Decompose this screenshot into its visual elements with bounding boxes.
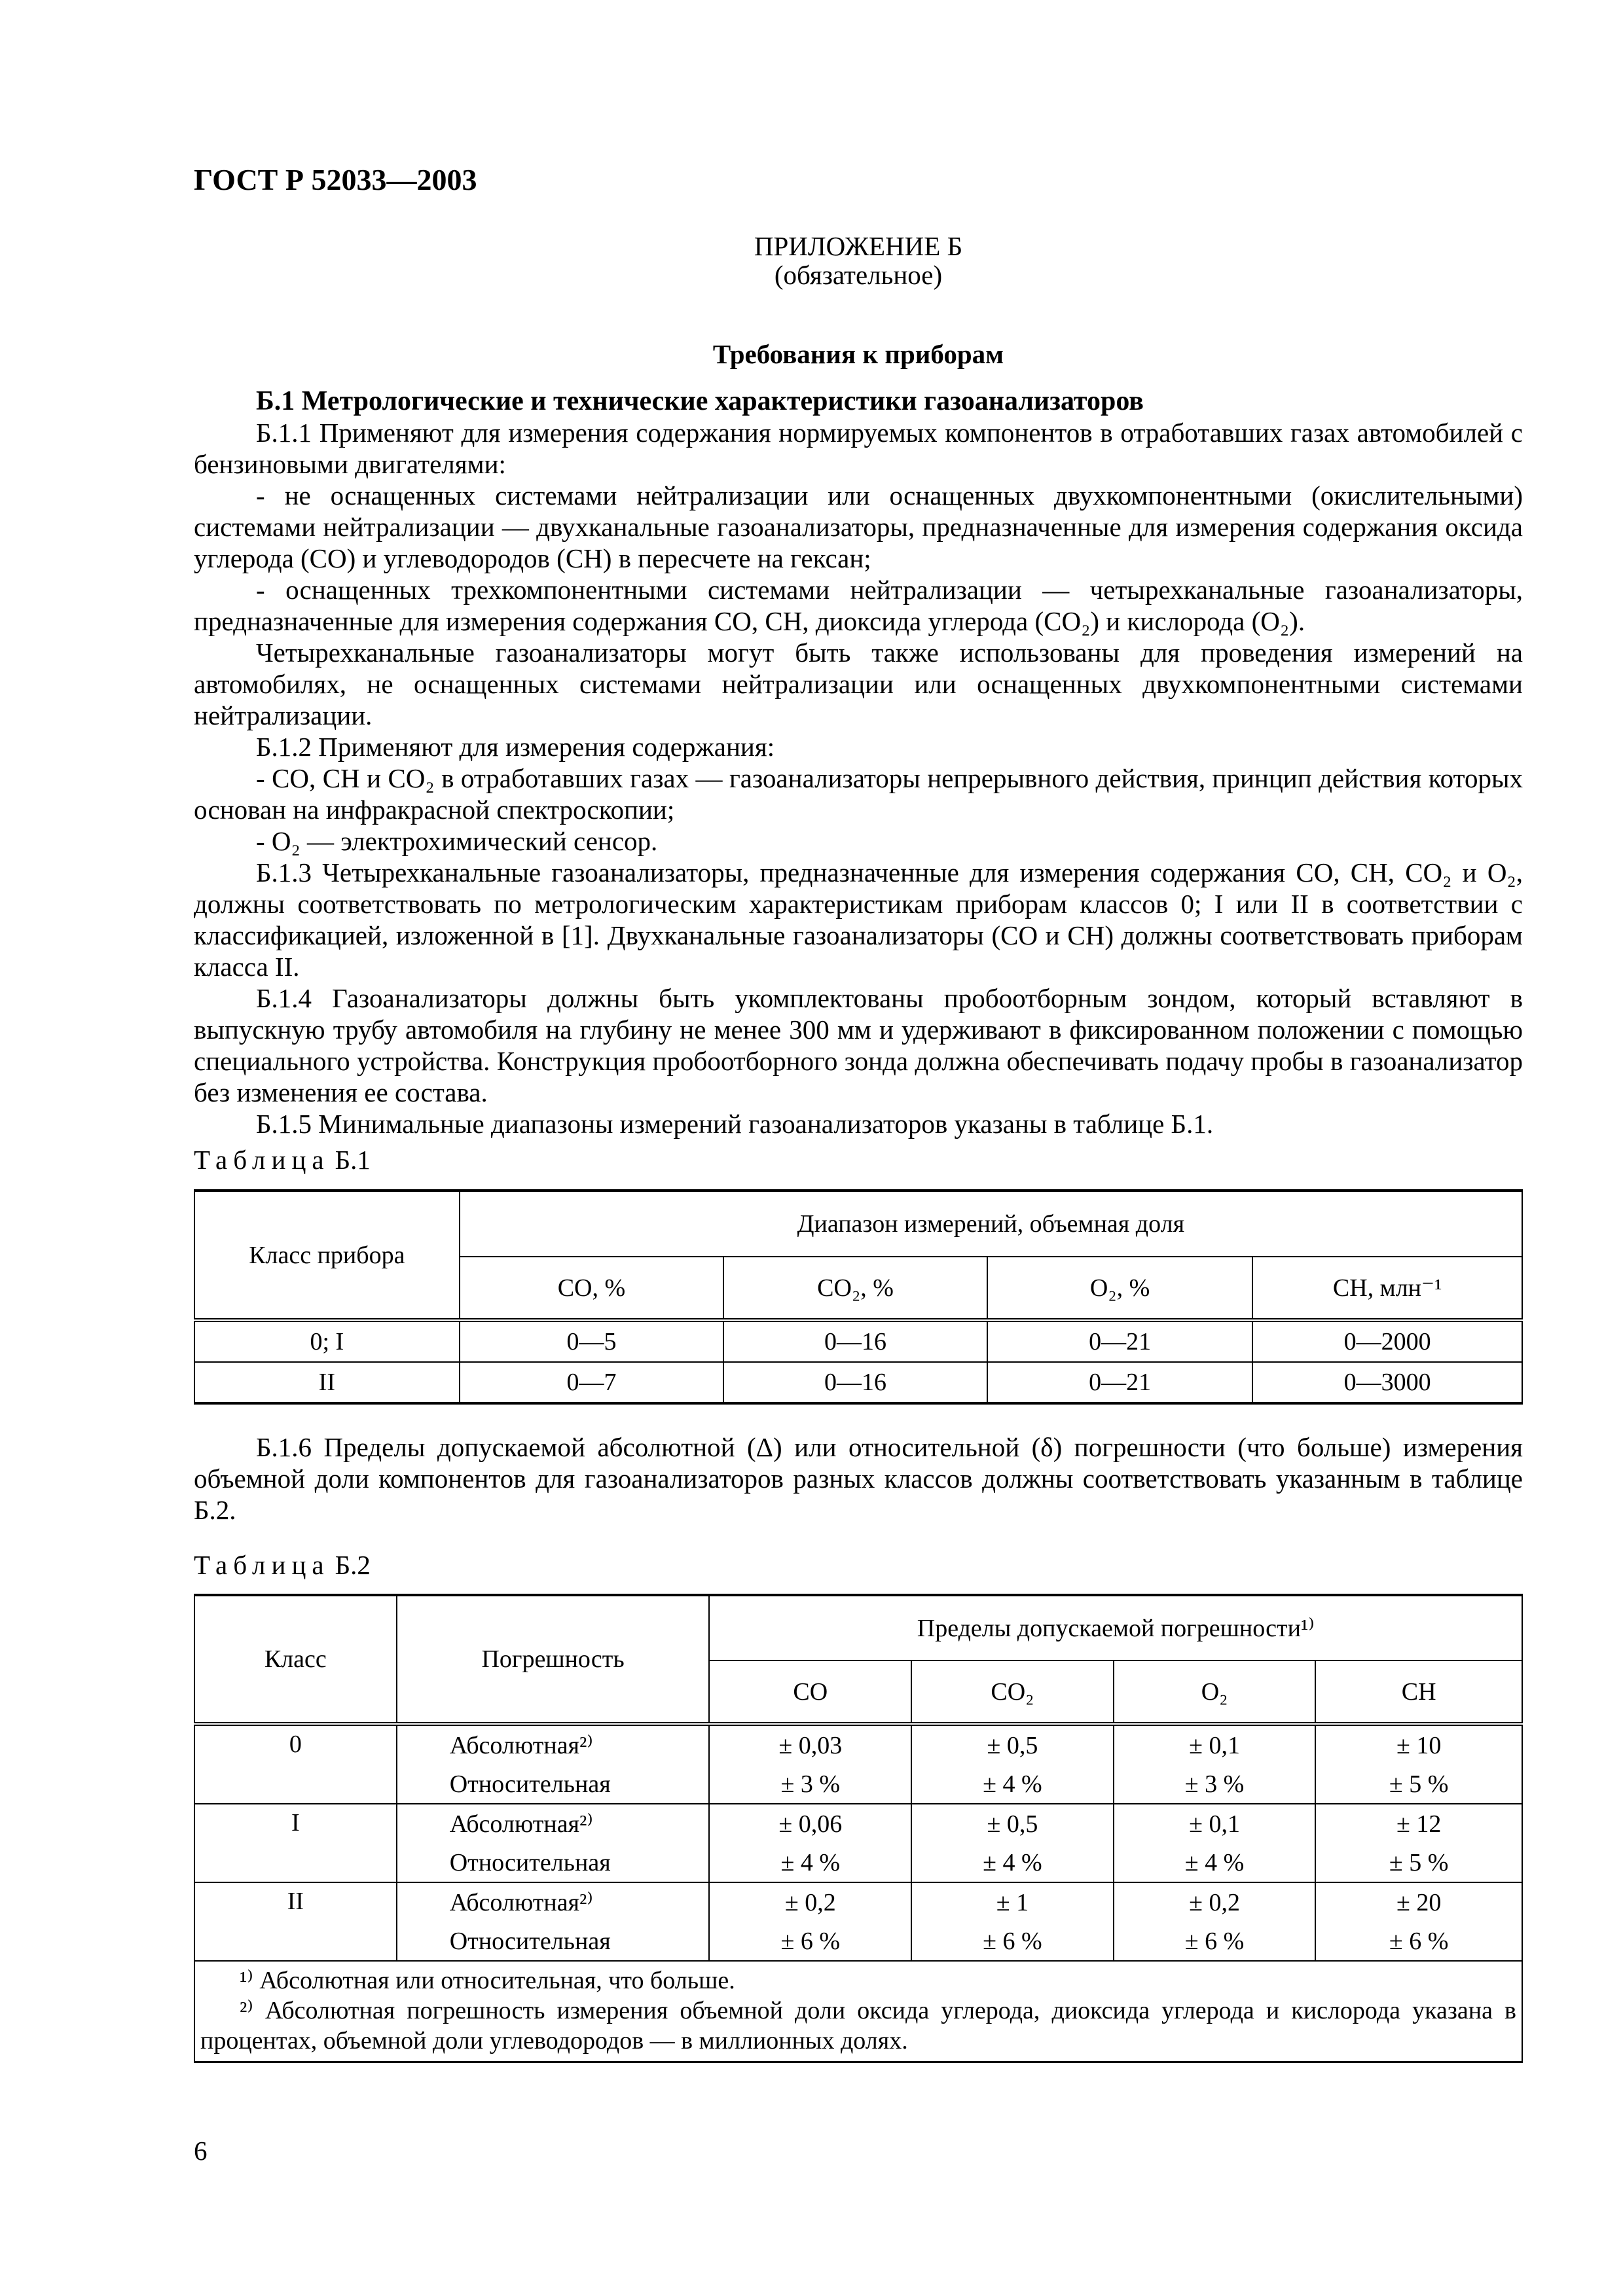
paragraph: Б.1.2 Применяют для измерения содержания: <box>256 732 775 762</box>
table-row <box>194 1882 1522 1922</box>
paragraph: - СО, СН и СО₂ в отработавших газах — газоанализаторы непрерывного действия, принцип действия которых основан на инфракрасной спектроскопии; <box>194 763 1523 825</box>
table-cell: ± 0,03 <box>709 1724 911 1765</box>
table1-column-header: СО₂, % <box>723 1257 987 1320</box>
table-cell: 0—2000 <box>1252 1320 1522 1362</box>
page-number: 6 <box>194 2136 208 2166</box>
footnote: ¹⁾ Абсолютная или относительная, что больше. <box>240 1967 735 1994</box>
table-cell: ± 5 % <box>1315 1843 1522 1882</box>
appendix-title: ПРИЛОЖЕНИЕ Б <box>754 231 963 261</box>
table1-column-header: О₂, % <box>987 1257 1253 1320</box>
appendix-subtitle: (обязательное) <box>774 260 943 290</box>
table-cell: ± 6 % <box>1114 1922 1316 1961</box>
table-cell: ± 0,2 <box>1114 1882 1316 1922</box>
table-cell: 0—3000 <box>1252 1362 1522 1403</box>
paragraph: Б.1.6 Пределы допускаемой абсолютной (Δ) или относительной (δ) погрешности (что больше) измерения объемной доли компонентов для газоанализаторов разных классов должны соответствовать указанным в таблице Б.2. <box>194 1432 1523 1525</box>
table-cell: ± 0,1 <box>1114 1804 1316 1843</box>
table-cell: ± 5 % <box>1315 1765 1522 1804</box>
table2-class-header: Класс <box>194 1595 397 1724</box>
table-row <box>194 1362 1522 1403</box>
table2-wrapper <box>194 1594 1523 2063</box>
table-cell: 0—21 <box>987 1320 1253 1362</box>
table1-column-header: СН, млн⁻¹ <box>1252 1257 1522 1320</box>
table2-column-header: СН <box>1315 1660 1522 1724</box>
error-type-cell: Относительная <box>397 1843 710 1882</box>
table-cell: ± 4 % <box>709 1843 911 1882</box>
table-cell: ± 3 % <box>1114 1765 1316 1804</box>
table-cell: ± 1 <box>911 1882 1114 1922</box>
paragraph: Б.1.5 Минимальные диапазоны измерений газоанализаторов указаны в таблице Б.1. <box>256 1109 1214 1139</box>
section-body <box>194 386 1523 1139</box>
table1-caption-number: Б.1 <box>335 1145 371 1175</box>
table-cell: ± 0,2 <box>709 1882 911 1922</box>
table-row <box>194 1724 1522 1765</box>
error-type-cell: Абсолютная²⁾ <box>397 1882 710 1922</box>
document-header: ГОСТ Р 52033—2003 <box>194 163 477 196</box>
table1-column-header: СО, % <box>460 1257 724 1320</box>
table1-group-header: Диапазон измерений, объемная доля <box>460 1191 1522 1257</box>
paragraph-b16-wrapper <box>194 1431 1523 1526</box>
table1-caption <box>194 1144 1523 1175</box>
subsection-heading: Б.1 Метрологические и технические характеристики газоанализаторов <box>256 386 1144 416</box>
paragraph: Б.1.3 Четырехканальные газоанализаторы, предназначенные для измерения содержания СО, СН, СО₂ и О₂, должны соответствовать по метрологическим характеристикам приборам классов 0; I или II в соответствии с классификацией, изложенной в [1]. Двухканальные газоанализаторы (СО и СН) должны соответствовать приборам класса II. <box>194 857 1523 982</box>
table-cell: ± 0,1 <box>1114 1724 1316 1765</box>
table-cell: ± 4 % <box>911 1765 1114 1804</box>
table-cell: ± 12 <box>1315 1804 1522 1843</box>
table-cell: 0—21 <box>987 1362 1253 1403</box>
table2-column-header: СО <box>709 1660 911 1724</box>
paragraph: - О₂ — электрохимический сенсор. <box>256 826 658 856</box>
error-type-cell: Абсолютная²⁾ <box>397 1724 710 1765</box>
table-cell: 0—16 <box>723 1362 987 1403</box>
paragraph: - не оснащенных системами нейтрализации или оснащенных двухкомпонентными (окислительными) системами нейтрализации — двухканальные газоанализаторы, предназначенные для измерения содержания оксида углерода (СО) и углеводородов (СН) в пересчете на гексан; <box>194 480 1523 573</box>
table-b2 <box>194 1594 1523 2063</box>
table2-caption-label: Таблица <box>194 1550 330 1580</box>
table-cell: ± 4 % <box>911 1843 1114 1882</box>
table-cell: ± 4 % <box>1114 1843 1316 1882</box>
error-type-cell: Относительная <box>397 1922 710 1961</box>
table-cell: ± 6 % <box>709 1922 911 1961</box>
table-cell: ± 0,5 <box>911 1724 1114 1765</box>
table-cell: ± 0,5 <box>911 1804 1114 1843</box>
table2-footnotes <box>194 1961 1522 2062</box>
paragraph: Б.1.4 Газоанализаторы должны быть укомплектованы пробоотборным зондом, который вставляют в выпускную трубу автомобиля на глубину не менее 300 мм и удерживают в фиксированном положении с помощью специального устройства. Конструкция пробоотборного зонда должна обеспечивать подачу пробы в газоанализатор без изменения ее состава. <box>194 983 1523 1107</box>
paragraph: Четырехканальные газоанализаторы могут быть также использованы для проведения измерений на автомобилях, не оснащенных системами нейтрализации или оснащенных двухкомпонентными системами нейтрализации. <box>194 637 1523 730</box>
table-cell: 0—5 <box>460 1320 724 1362</box>
table-row <box>194 1804 1522 1843</box>
table2-caption <box>194 1549 1523 1581</box>
table-b1 <box>194 1189 1523 1405</box>
error-type-cell: Относительная <box>397 1765 710 1804</box>
table-cell: ± 3 % <box>709 1765 911 1804</box>
table2-group-header: Пределы допускаемой погрешности¹⁾ <box>709 1595 1522 1660</box>
class-cell: 0 <box>194 1724 397 1804</box>
table-row <box>194 1320 1522 1362</box>
footnote: ²⁾ Абсолютная погрешность измерения объемной доли оксида углерода, диоксида углерода и кислорода указана в процентах, объемной доли углеводородов — в миллионных долях. <box>200 1997 1516 2054</box>
table1-wrapper <box>194 1189 1523 1405</box>
paragraph: Б.1.1 Применяют для измерения содержания нормируемых компонентов в отработавших газах автомобилей с бензиновыми двигателями: <box>194 418 1523 479</box>
table-cell: 0—16 <box>723 1320 987 1362</box>
table-cell: 0; I <box>194 1320 460 1362</box>
paragraph: - оснащенных трехкомпонентными системами нейтрализации — четырехканальные газоанализаторы, предназначенные для измерения содержания СО, СН, диоксида углерода (СО₂) и кислорода (О₂). <box>194 575 1523 636</box>
table2-caption-number: Б.2 <box>335 1550 371 1580</box>
error-type-cell: Абсолютная²⁾ <box>397 1804 710 1843</box>
table-cell: ± 20 <box>1315 1882 1522 1922</box>
table1-class-header: Класс прибора <box>194 1191 460 1320</box>
table-cell: II <box>194 1362 460 1403</box>
table1-caption-label: Таблица <box>194 1145 330 1175</box>
table-cell: ± 6 % <box>911 1922 1114 1961</box>
class-cell: II <box>194 1882 397 1961</box>
class-cell: I <box>194 1804 397 1882</box>
table-cell: 0—7 <box>460 1362 724 1403</box>
table2-column-header: СО₂ <box>911 1660 1114 1724</box>
table-cell: ± 10 <box>1315 1724 1522 1765</box>
table2-error-header: Погрешность <box>397 1595 710 1724</box>
table2-column-header: О₂ <box>1114 1660 1316 1724</box>
section-title: Требования к приборам <box>712 339 1004 369</box>
table-cell: ± 0,06 <box>709 1804 911 1843</box>
table-cell: ± 6 % <box>1315 1922 1522 1961</box>
